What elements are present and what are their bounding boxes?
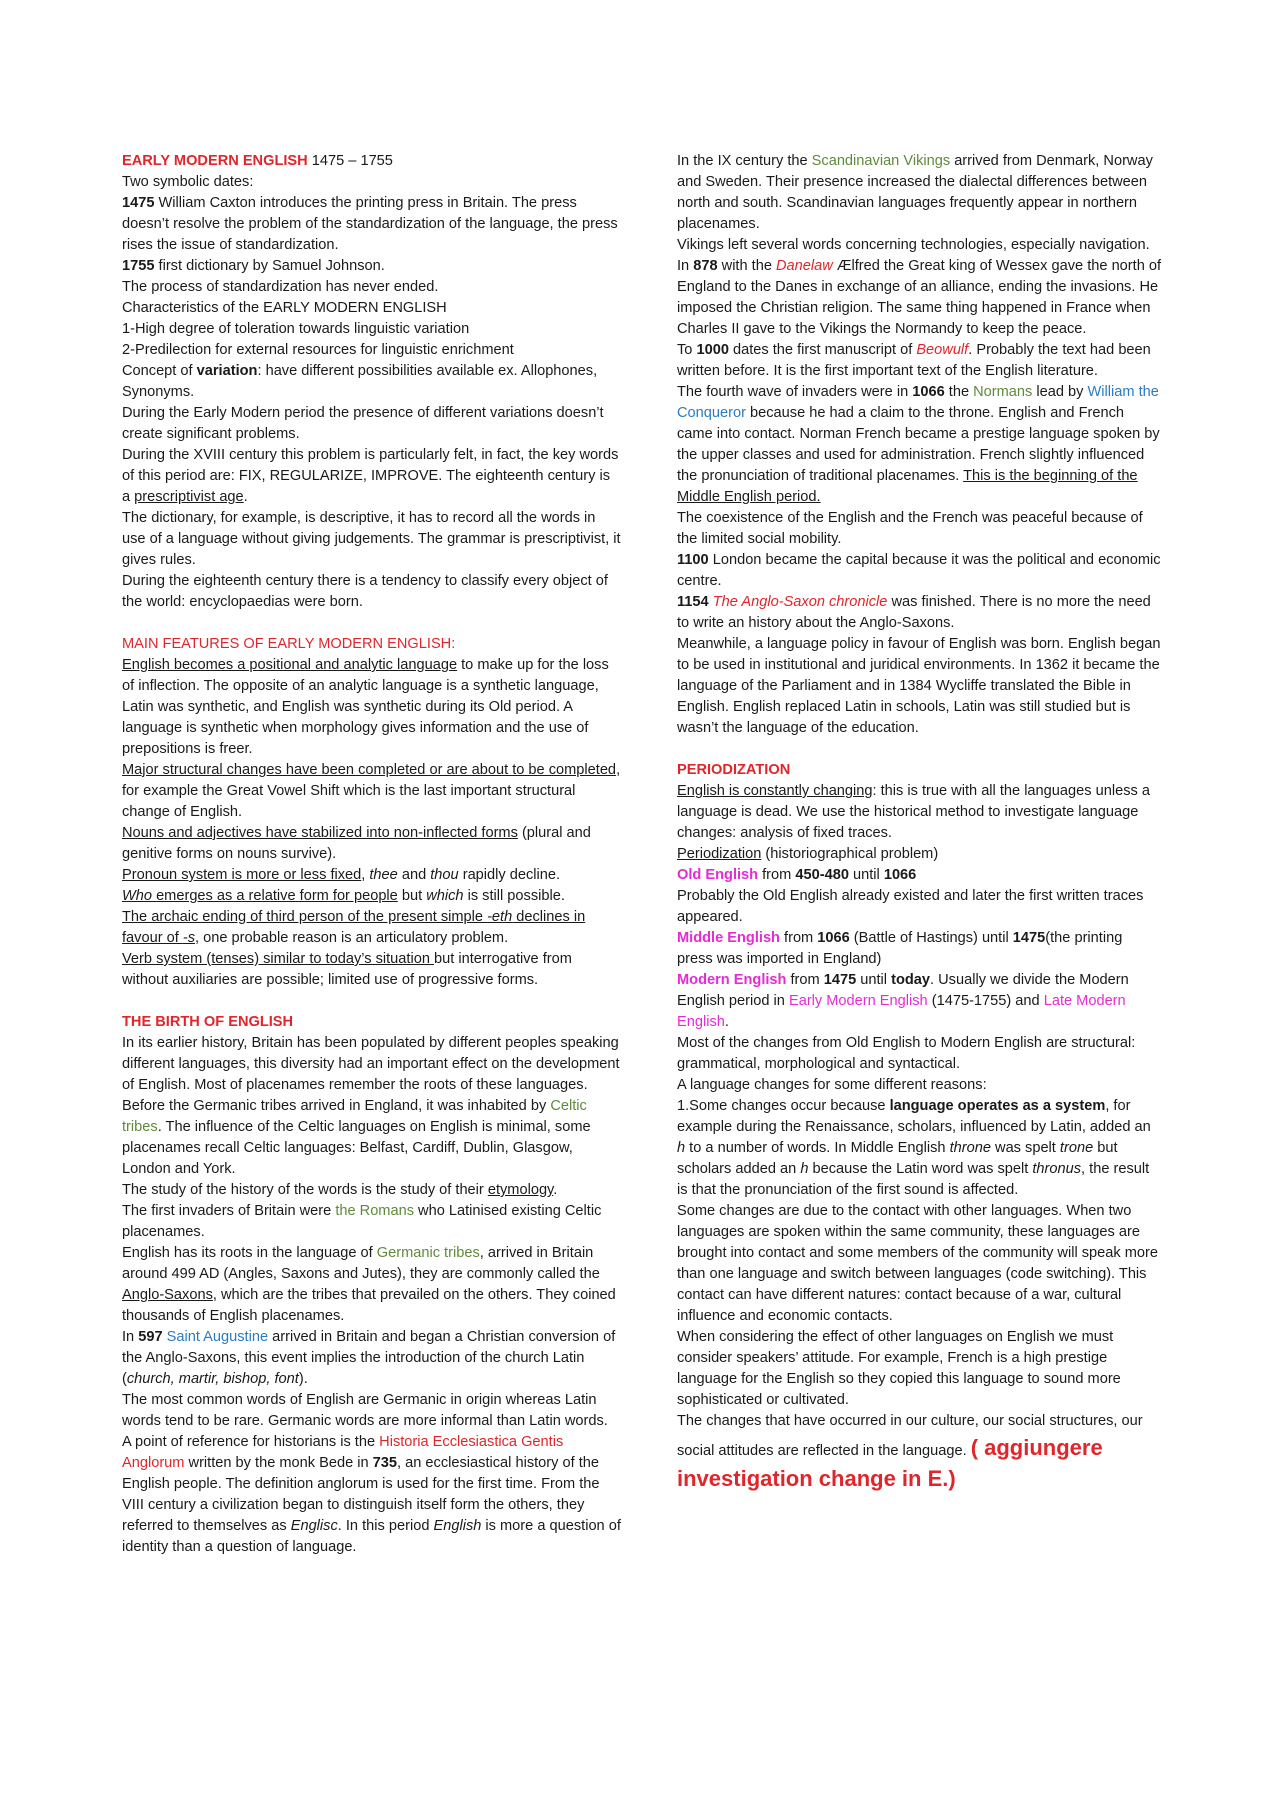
- text: was finished. There is no more the need to write an history about the Anglo-Saxons.: [677, 594, 1151, 631]
- italic-word: English: [433, 1518, 482, 1534]
- text: to a number of words. In Middle English: [685, 1140, 950, 1156]
- text: , an ecclesiastical history of the English people. The definition anglorum is used for the first time. From the VIII century a civilization began to distinguish itself form the others, they referred to themselves as: [122, 1455, 600, 1534]
- text: is still possible.: [463, 888, 565, 904]
- text: . In this period: [337, 1518, 434, 1534]
- italic-word: which: [426, 888, 464, 904]
- highlight-term: William the Conqueror: [677, 384, 1159, 421]
- text: , for example the Great Vowel Shift which is the last important structural change of English.: [122, 762, 621, 820]
- underlined-text: Verb system (tenses) similar to today’s situation: [122, 951, 434, 967]
- paragraph: Two symbolic dates:: [122, 174, 254, 190]
- text: who Latinised existing Celtic placenames.: [122, 1203, 602, 1240]
- italic-words: church, martir, bishop, font: [126, 1371, 299, 1387]
- highlight-term: the Romans: [335, 1203, 414, 1219]
- paragraph: The coexistence of the English and the French was peaceful because of the limited social mobility.: [677, 510, 1143, 547]
- italic-word: throne: [949, 1140, 991, 1156]
- paragraph: [677, 151, 1162, 235]
- paragraph: The process of standardization has never ended.: [122, 279, 439, 295]
- year: 1066: [912, 384, 945, 400]
- underlined-term: Anglo-Saxons: [122, 1287, 213, 1303]
- paragraph: In its earlier history, Britain has been populated by different peoples speaking different languages, this diversity had an important effect on the development of English. Most of placenames remember the roots of these languages.: [122, 1035, 620, 1093]
- paragraph: Meanwhile, a language policy in favour of English was born. English began to be used in institutional and juridical environments. In 1362 it became the language of the Parliament and in 1384 Wycliffe translated the Bible in English. English replaced Latin in schools, Latin was still studied but is wasn’t the language of the education.: [677, 636, 1161, 736]
- paragraph: [677, 1411, 1162, 1494]
- text: but: [397, 888, 427, 904]
- paragraph: [122, 193, 622, 256]
- paragraph: [122, 445, 622, 508]
- annotation-note: ( aggiungere investigation change in E.): [677, 1435, 1103, 1491]
- underlined-text: The archaic ending of third person of the present simple: [122, 909, 488, 925]
- paragraph: [677, 928, 1162, 970]
- highlight-term: Historia Ecclesiastica Gentis Anglorum: [122, 1434, 564, 1471]
- text: because he had a claim to the throne. English and French came into contact. Norman French became a prestige language spoken by the upper classes and used for administration. French slightly influenced the pronunciation of traditional placenames.: [677, 405, 1160, 484]
- text: first dictionary by Samuel Johnson.: [154, 258, 385, 274]
- paragraph: During the eighteenth century there is a tendency to classify every object of the world: encyclopaedias were born.: [122, 573, 608, 610]
- paragraph: [122, 760, 622, 823]
- text: dates the first manuscript of: [728, 342, 917, 358]
- text: The changes that have occurred in our culture, our social structures, our social attitudes are reflected in the language.: [677, 1413, 1143, 1459]
- paragraph: [677, 781, 1162, 844]
- paragraph: Characteristics of the EARLY MODERN ENGLISH: [122, 300, 447, 316]
- period-label: Early Modern English: [788, 993, 928, 1009]
- underlined-text: Major structural changes have been completed or are about to be completed: [122, 762, 617, 778]
- paragraph: A language changes for some different reasons:: [677, 1077, 987, 1093]
- text: from: [758, 867, 796, 883]
- period-label: Middle English: [677, 930, 780, 946]
- year: 1066: [817, 930, 850, 946]
- section-heading-main-features: MAIN FEATURES OF EARLY MODERN ENGLISH:: [122, 636, 456, 652]
- italic-word: thou: [430, 867, 459, 883]
- text: lead by: [1032, 384, 1088, 400]
- paragraph: [677, 340, 1162, 382]
- text: but scholars added an: [677, 1140, 1118, 1177]
- text: .: [243, 489, 248, 505]
- text: and: [397, 867, 431, 883]
- text: is more a question of identity than a question of language.: [122, 1518, 621, 1555]
- underlined-text: This is the beginning of the Middle English period.: [677, 468, 1138, 505]
- text: Before the Germanic tribes arrived in England, it was inhabited by: [122, 1098, 551, 1114]
- text: (Battle of Hastings) until: [849, 930, 1013, 946]
- text: , the result is that the pronunciation of the first sound is affected.: [677, 1161, 1150, 1198]
- text: A point of reference for historians is the: [122, 1434, 380, 1450]
- text: In: [122, 1329, 139, 1345]
- text: (1475-1755) and: [927, 993, 1044, 1009]
- paragraph: [122, 1201, 622, 1243]
- paragraph: [122, 949, 622, 991]
- paragraph: [122, 865, 622, 886]
- paragraph: [677, 592, 1162, 634]
- text: English has its roots in the language of: [122, 1245, 377, 1261]
- year: 1000: [696, 342, 729, 358]
- text: Concept of: [122, 363, 197, 379]
- text: because the Latin word was spelt: [808, 1161, 1033, 1177]
- underlined-text: English is constantly changing: [677, 783, 873, 799]
- paragraph: [122, 1432, 622, 1558]
- paragraph: [677, 256, 1162, 340]
- paragraph: Some changes are due to the contact with other languages. When two languages are spoken within the same community, these languages are brought into contact and some members of the community will speak more than one language and switch between languages (code switching). This contact can have different natures: contact because of a war, cultural influence and economic contacts.: [677, 1203, 1159, 1324]
- text: During the XVIII century this problem is particularly felt, in fact, the key words of this period are: FIX, REGULARIZE, IMPROVE. The eighteenth century is a: [122, 447, 619, 505]
- year: 1475: [823, 972, 857, 988]
- year: 450-480: [795, 867, 849, 883]
- highlight-term: The Anglo-Saxon chronicle: [708, 594, 888, 610]
- highlight-term: Saint Augustine: [162, 1329, 269, 1345]
- year: today: [891, 972, 931, 988]
- text: William Caxton introduces the printing press in Britain. The press doesn’t resolve the problem of the standardization of the language, the press rises the issue of standardization.: [122, 195, 618, 253]
- text: , which are the tribes that prevailed on the others. They coined thousands of English placenames.: [122, 1287, 616, 1324]
- period-label: Late Modern English: [677, 993, 1126, 1030]
- italic-word: thee: [369, 867, 398, 883]
- period-label: Modern English: [677, 972, 787, 988]
- left-column: [122, 151, 622, 1558]
- highlight-term: Scandinavian Vikings: [811, 153, 951, 169]
- highlight-term: Beowulf: [916, 342, 969, 358]
- text: , for example during the Renaissance, scholars, influenced by Latin, added an: [677, 1098, 1151, 1135]
- paragraph: The most common words of English are Germanic in origin whereas Latin words tend to be rare. Germanic words are more informal than Latin words.: [122, 1392, 608, 1429]
- paragraph: Probably the Old English already existed and later the first written traces appeared.: [677, 888, 1144, 925]
- year: 1755: [122, 258, 155, 274]
- text: , arrived in Britain around 499 AD (Angles, Saxons and Jutes), they are commonly called the: [122, 1245, 600, 1282]
- paragraph: The dictionary, for example, is descriptive, it has to record all the words in use of a language without giving judgements. The grammar is prescriptivist, it gives rules.: [122, 510, 621, 568]
- term: language operates as a system: [889, 1098, 1106, 1114]
- text: ).: [298, 1371, 308, 1387]
- text: : have different possibilities available ex. Allophones, Synonyms.: [122, 363, 598, 400]
- text: from: [779, 930, 818, 946]
- paragraph: [122, 1327, 622, 1390]
- underlined-text: English becomes a positional and analytic language: [122, 657, 458, 673]
- paragraph: [122, 886, 622, 907]
- text: (plural and genitive forms on nouns survive).: [122, 825, 591, 862]
- italic-word: -s: [182, 930, 196, 946]
- paragraph: 2-Predilection for external resources for linguistic enrichment: [122, 342, 514, 358]
- term: variation: [196, 363, 258, 379]
- paragraph: [677, 865, 1162, 886]
- paragraph: [122, 361, 622, 403]
- year: 1475: [122, 195, 155, 211]
- underlined-text: emerges as a relative form for people: [152, 888, 398, 904]
- right-column: [677, 151, 1162, 1494]
- text: rapidly decline.: [458, 867, 561, 883]
- text: was spelt: [990, 1140, 1060, 1156]
- paragraph: [677, 382, 1162, 508]
- text: written by the monk Bede in: [184, 1455, 373, 1471]
- italic-word: -eth: [487, 909, 513, 925]
- section-heading-early-modern: EARLY MODERN ENGLISH: [122, 153, 308, 169]
- highlight-term: Danelaw: [776, 258, 833, 274]
- highlight-term: Celtic tribes: [122, 1098, 587, 1135]
- text: , one probable reason is an articulatory problem.: [195, 930, 509, 946]
- text: . Usually we divide the Modern English period in: [677, 972, 1129, 1009]
- year: 1154: [677, 594, 709, 610]
- underlined-text: Pronoun system is more or less fixed: [122, 867, 362, 883]
- text: (the printing press was imported in England): [677, 930, 1123, 967]
- text: the: [944, 384, 974, 400]
- section-heading-periodization: PERIODIZATION: [677, 762, 791, 778]
- italic-word: h: [677, 1140, 686, 1156]
- paragraph: [122, 655, 622, 760]
- italic-word: h: [800, 1161, 809, 1177]
- text: .: [724, 1014, 729, 1030]
- paragraph: 1-High degree of toleration towards linguistic variation: [122, 321, 470, 337]
- year: 1066: [883, 867, 917, 883]
- paragraph: Vikings left several words concerning technologies, especially navigation.: [677, 237, 1150, 253]
- text: : this is true with all the languages unless a language is dead. We use the historical method to investigate language changes: analysis of fixed traces.: [677, 783, 1150, 841]
- text: from: [786, 972, 824, 988]
- emod-title-line: [122, 151, 622, 172]
- period-label: Old English: [677, 867, 759, 883]
- paragraph: [677, 970, 1162, 1033]
- paragraph: [122, 907, 622, 949]
- paragraph: When considering the effect of other languages on English we must consider speakers’ attitude. For example, French is a high prestige language for the English so they copied this language to sound more sophisticated or cultivated.: [677, 1329, 1121, 1408]
- text: (historiographical problem): [761, 846, 939, 862]
- paragraph: [677, 844, 1162, 865]
- year: 1100: [677, 552, 709, 568]
- text: . The influence of the Celtic languages on English is minimal, some placenames recall Celtic languages: Belfast, Cardiff, Dublin, Glasgow, London and York.: [122, 1119, 591, 1177]
- italic-word: Englisc: [290, 1518, 338, 1534]
- italic-word: thronus: [1032, 1161, 1082, 1177]
- paragraph: [122, 823, 622, 865]
- section-heading-birth: THE BIRTH OF ENGLISH: [122, 1014, 294, 1030]
- highlight-term: Germanic tribes: [376, 1245, 480, 1261]
- underlined-text: Nouns and adjectives have stabilized into non-inflected forms: [122, 825, 518, 841]
- dates: 1475 – 1755: [307, 153, 393, 169]
- text: In: [677, 258, 694, 274]
- year: 735: [372, 1455, 398, 1471]
- text: until: [848, 867, 884, 883]
- text: To: [677, 342, 697, 358]
- text: . Probably the text had been written before. It is the first important text of the English literature.: [677, 342, 1151, 379]
- text: London became the capital because it was the political and economic centre.: [677, 552, 1161, 589]
- highlight-term: Normans: [973, 384, 1033, 400]
- underlined-term: prescriptivist age: [134, 489, 244, 505]
- italic-word: trone: [1059, 1140, 1094, 1156]
- italic-word: Who: [122, 888, 153, 904]
- text: .: [553, 1182, 558, 1198]
- text: arrived from Denmark, Norway and Sweden. Their presence increased the dialectal differences between north and south. Scandinavian languages frequently appear in northern placenames.: [677, 153, 1153, 232]
- paragraph: Most of the changes from Old English to Modern English are structural: grammatical, morphological and syntactical.: [677, 1035, 1136, 1072]
- text: until: [856, 972, 892, 988]
- text: Ælfred the Great king of Wessex gave the north of England to the Danes in exchange of an alliance, ending the invasions. He imposed the Christian religion. The same thing happened in France when Charles II gave to the Vikings the Normandy to keep the peace.: [677, 258, 1162, 337]
- text: arrived in Britain and began a Christian conversion of the Anglo-Saxons, this event implies the introduction of the church Latin (: [122, 1329, 616, 1387]
- underlined-text: declines in favour of: [122, 909, 586, 946]
- underlined-term: etymology: [487, 1182, 554, 1198]
- underlined-term: Periodization: [677, 846, 762, 862]
- year: 878: [693, 258, 718, 274]
- text: The fourth wave of invaders were in: [677, 384, 913, 400]
- text: The study of the history of the words is the study of their: [122, 1182, 488, 1198]
- paragraph: [122, 1180, 622, 1201]
- paragraph: [122, 1243, 622, 1327]
- paragraph: [677, 1096, 1162, 1201]
- text: to make up for the loss of inflection. The opposite of an analytic language is a synthetic language, Latin was synthetic, and English was synthetic during its Old period. A language is synthetic when morphology gives information and the use of prepositions is freer.: [122, 657, 609, 757]
- text: The first invaders of Britain were: [122, 1203, 336, 1219]
- paragraph: [122, 256, 622, 277]
- text: In the IX century the: [677, 153, 812, 169]
- text: but interrogative from without auxiliaries are possible; limited use of progressive forms.: [122, 951, 572, 988]
- paragraph: [677, 550, 1162, 592]
- text: with the: [717, 258, 776, 274]
- paragraph: During the Early Modern period the presence of different variations doesn’t create significant problems.: [122, 405, 604, 442]
- text: ,: [361, 867, 370, 883]
- paragraph: [122, 1096, 622, 1180]
- year: 597: [138, 1329, 163, 1345]
- year: 1475: [1012, 930, 1046, 946]
- text: 1.Some changes occur because: [677, 1098, 890, 1114]
